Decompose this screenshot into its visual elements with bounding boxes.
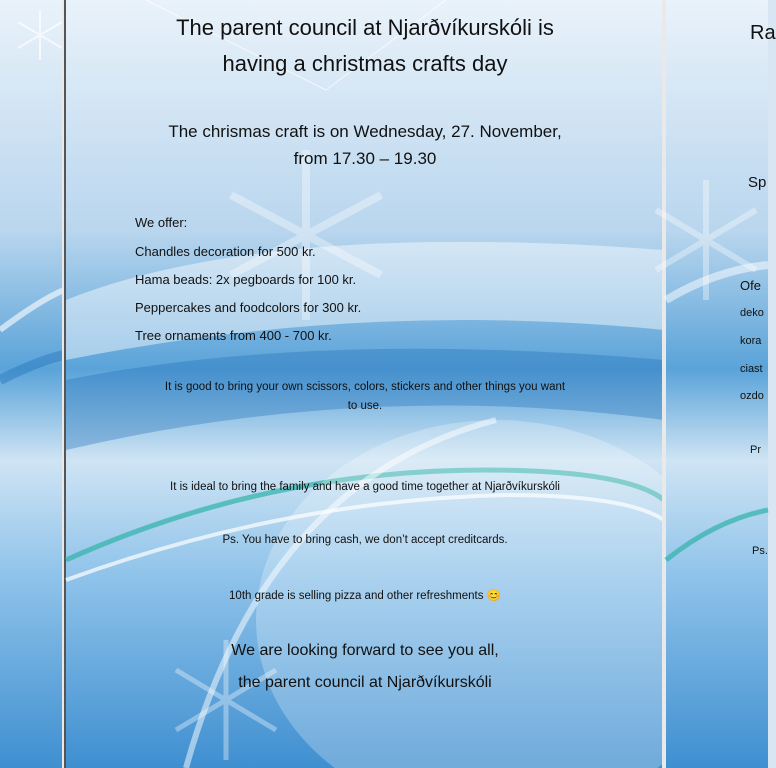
- flyer-title: having a christmas crafts day: [222, 51, 508, 76]
- pizza-note: 10th grade is selling pizza and other refreshments 😊: [229, 590, 501, 602]
- closing-signature: the parent council at Njarðvíkurskóli: [238, 674, 492, 691]
- left-page-decoration: [0, 0, 64, 768]
- cash-note: Ps. You have to bring cash, we don’t accept creditcards.: [222, 534, 508, 546]
- fragment-text: Ps.: [752, 545, 768, 557]
- snowflake-icon: [18, 10, 62, 60]
- right-page-fragment: [666, 0, 776, 768]
- offer-item: Hama beads: 2x pegboards for 100 kr.: [135, 272, 357, 287]
- right-page-decoration: [666, 0, 768, 768]
- fragment-text: deko: [740, 307, 764, 319]
- event-date: The chrismas craft is on Wednesday, 27. November,: [168, 122, 562, 141]
- fragment-text: ciast: [740, 363, 763, 375]
- fragment-text: Ra: [750, 22, 776, 44]
- fragment-text: Ofe: [740, 278, 761, 293]
- flyer-page: [64, 0, 666, 768]
- bring-supplies-note: It is good to bring your own scissors, colors, stickers and other things you want: [164, 381, 566, 393]
- fragment-text: ozdo: [740, 390, 764, 402]
- closing-line: We are looking forward to see you all,: [231, 642, 499, 659]
- bring-supplies-note: to use.: [347, 400, 383, 412]
- flyer-title: The parent council at Njarðvíkurskóli is: [176, 15, 554, 40]
- fragment-text: Sp: [748, 174, 767, 191]
- event-time: from 17.30 – 19.30: [293, 149, 437, 168]
- offer-item: Peppercakes and foodcolors for 300 kr.: [135, 300, 362, 315]
- fragment-text: Pr: [750, 444, 761, 456]
- family-note: It is ideal to bring the family and have a good time together at Njarðvíkurskóli: [170, 481, 560, 493]
- offer-item: Tree ornaments from 400 - 700 kr.: [135, 328, 332, 343]
- offer-heading: We offer:: [135, 215, 188, 230]
- left-page-fragment: [0, 0, 64, 768]
- fragment-text: kora: [740, 335, 762, 347]
- offer-item: Chandles decoration for 500 kr.: [135, 244, 316, 259]
